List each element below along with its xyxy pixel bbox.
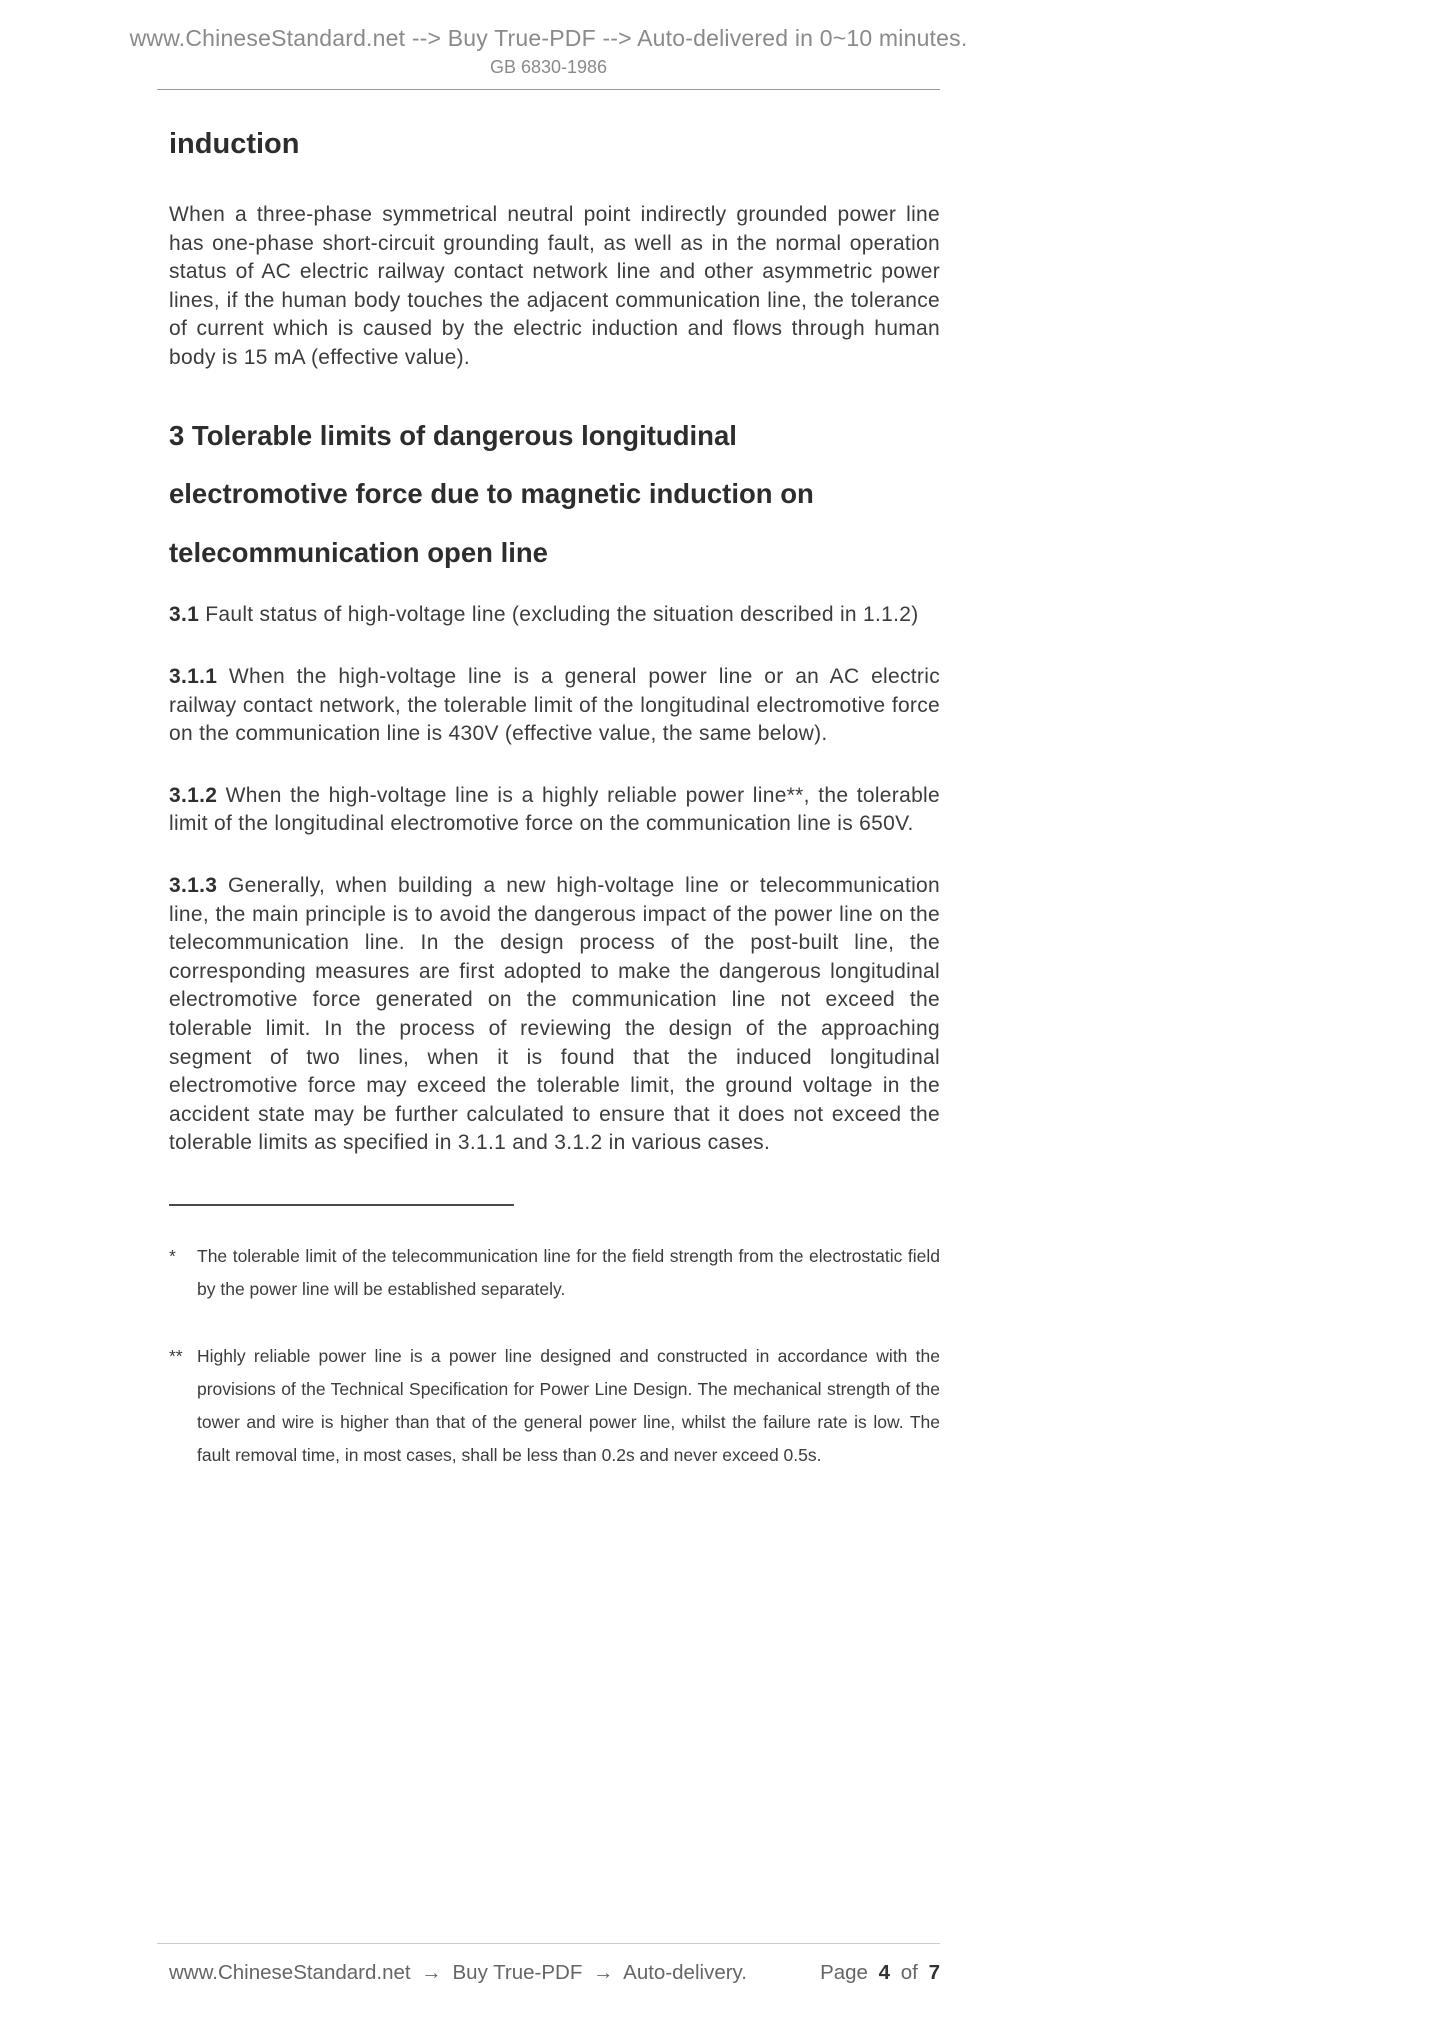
page-total: 7 <box>928 1961 940 1984</box>
footnote-2 <box>169 1340 940 1472</box>
footer-page-indicator <box>815 1961 940 1985</box>
footnote-separator-rule <box>169 1204 514 1206</box>
footnote-1 <box>169 1240 940 1306</box>
arrow-icon: → <box>593 1961 614 1984</box>
header-doc-number: GB 6830-1986 <box>489 57 608 77</box>
footnote-marker: * <box>169 1245 176 1266</box>
page-footer <box>157 1943 940 1985</box>
section-title: induction <box>169 128 300 160</box>
arrow-icon: → <box>421 1961 442 1984</box>
clause-number: 3.1.2 <box>169 783 218 807</box>
section-heading-line-3: telecommunication open line <box>169 536 548 568</box>
footer-delivery-text: Auto-delivery. <box>623 1961 747 1984</box>
footer-rule <box>157 1943 940 1944</box>
of-label: of <box>900 1961 918 1984</box>
footnote-text: Highly reliable power line is a power line designed and constructed in accordance with the provisions of the Technical Specification for Power Line Design. The mechanical strength of the tower and wire is higher than that of the general power line, whilst the failure rate is low. The fault removal time, in most cases, shall be less than 0.2s and never exceed 0.5s. <box>197 1345 940 1465</box>
section-heading-line-1: 3 Tolerable limits of dangerous longitudinal <box>169 419 737 451</box>
clause-text: Fault status of high-voltage line (excluding the situation described in 1.1.2) <box>205 603 919 627</box>
clause-number: 3.1 <box>169 603 200 627</box>
clause-text: When the high-voltage line is a general power line or an AC electric railway contact network, the tolerable limit of the longitudinal electromotive force on the communication line is 430V (effective value, the same below). <box>169 665 940 746</box>
clause-number: 3.1.1 <box>169 665 218 689</box>
header-promo-wrap <box>129 25 968 52</box>
clause-text: Generally, when building a new high-voltage line or telecommunication line, the main principle is to avoid the dangerous impact of the power line on the telecommunication line. In the design process of the post-built line, the corresponding measures are first adopted to make the dangerous longitudinal electromotive force generated on the communication line not exceed the tolerable limit. In the process of reviewing the design of the approaching segment of two lines, when it is found that the induced longitudinal electromotive force may exceed the tolerable limit, the ground voltage in the accident state may be further calculated to ensure that it does not exceed the tolerable limits as specified in 3.1.1 and 3.1.2 in various cases. <box>169 874 941 1155</box>
section-heading-line-2: electromotive force due to magnetic induction on <box>169 478 814 510</box>
header-rule <box>157 89 940 90</box>
content-column <box>129 0 968 1472</box>
page-label: Page <box>820 1961 868 1984</box>
footer-buy-text: Buy True-PDF <box>452 1961 583 1984</box>
paragraph-intro: When a three-phase symmetrical neutral point indirectly grounded power line has one-phase short-circuit grounding fault, as well as in the normal operation status of AC electric railway contact network line and other asymmetric power lines, if the human body touches the adjacent communication line, the tolerance of current which is caused by the electric induction and flows through human body is 15 mA (effective value). <box>169 203 940 369</box>
footnote-marker: ** <box>169 1345 183 1366</box>
footer-site-url: www.ChineseStandard.net <box>169 1961 411 1984</box>
footer-site-line <box>169 1961 752 1985</box>
clause-3-1-3 <box>169 872 940 1158</box>
section-heading <box>169 420 940 569</box>
page-header <box>129 25 968 90</box>
clause-number: 3.1.3 <box>169 874 218 897</box>
page-current: 4 <box>878 1961 891 1984</box>
clause-3-1-1 <box>169 663 940 749</box>
clause-3-1-2 <box>169 782 940 839</box>
footnote-text: The tolerable limit of the telecommunication line for the field strength from the electrostatic field by the power line will be established separately. <box>197 1245 940 1299</box>
footer-row <box>157 1961 940 1985</box>
clause-text: When the high-voltage line is a highly reliable power line**, the tolerable limit of the longitudinal electromotive force on the communication line is 650V. <box>169 783 940 836</box>
header-promo: www.ChineseStandard.net --> Buy True-PDF --> Auto-delivered in 0~10 minutes. <box>129 25 968 51</box>
document-body <box>157 128 940 1472</box>
clause-3-1 <box>169 601 940 630</box>
